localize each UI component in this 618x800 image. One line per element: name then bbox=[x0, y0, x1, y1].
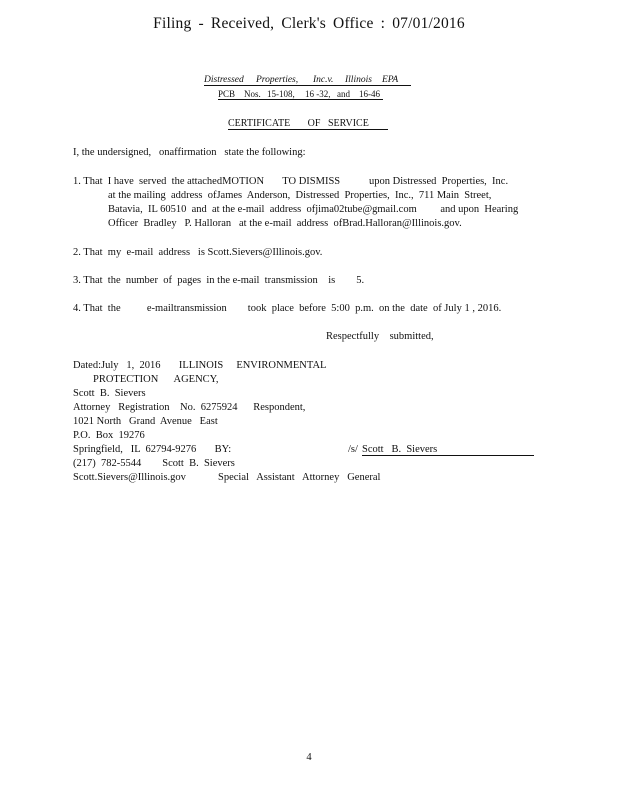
item-2: 2. That my e-mail address is Scott.Sievers@Illinois.gov. bbox=[73, 247, 323, 258]
caption-pcb-6: 16-46 bbox=[359, 89, 380, 99]
caption-pcb-5: and bbox=[337, 89, 350, 99]
role-line: Special Assistant Attorney General bbox=[218, 472, 381, 483]
dated-line: Dated:July 1, 2016 ILLINOIS ENVIRONMENTAL bbox=[73, 360, 327, 371]
caption-pcb-1: PCB bbox=[218, 89, 236, 99]
item-1-line-3: Batavia, IL 60510 and at the e-mail address ofjima02tube@gmail.com and upon Hearing bbox=[108, 204, 519, 215]
phone-line: (217) 782-5544 Scott B. Sievers bbox=[73, 458, 235, 469]
registration-line: Attorney Registration No. 6275924 Respondent, bbox=[73, 402, 306, 413]
caption-party-3: Inc.v. bbox=[313, 75, 334, 85]
page-number: 4 bbox=[306, 752, 312, 763]
case-caption-numbers bbox=[218, 89, 383, 100]
signature-prefix: /s/ bbox=[348, 444, 358, 455]
email-line: Scott.Sievers@Illinois.gov bbox=[73, 472, 186, 483]
item-3: 3. That the number of pages in the e-mail transmission is 5. bbox=[73, 275, 365, 286]
item-1-line-2: at the mailing address ofJames Anderson, Distressed Properties, Inc., 711 Main Street, bbox=[108, 190, 492, 201]
agency-line: PROTECTION AGENCY, bbox=[93, 374, 219, 385]
address-line-2: P.O. Box 19276 bbox=[73, 430, 145, 441]
caption-party-5: EPA bbox=[382, 75, 399, 85]
attorney-name: Scott B. Sievers bbox=[73, 388, 146, 399]
caption-pcb-4: 16 -32, bbox=[305, 89, 331, 99]
signature-name: Scott B. Sievers bbox=[362, 444, 438, 455]
case-caption-parties bbox=[204, 75, 411, 86]
closing-text: Respectfully submitted, bbox=[326, 331, 434, 342]
city-line: Springfield, IL 62794-9276 BY: bbox=[73, 444, 232, 455]
intro-statement: I, the undersigned, onaffirmation state the following: bbox=[73, 147, 306, 158]
certificate-title: CERTIFICATE OF SERVICE bbox=[228, 118, 388, 130]
item-1-line-4: Officer Bradley P. Halloran at the e-mail address ofBrad.Halloran@Illinois.gov. bbox=[108, 218, 462, 229]
caption-party-1: Distressed bbox=[204, 75, 244, 85]
item-1-line-1: 1. That I have served the attachedMOTION TO DISMISS upon Distressed Properties, Inc. bbox=[73, 176, 509, 187]
caption-party-4: Illinois bbox=[345, 75, 372, 85]
item-4: 4. That the e-mailtransmission took place before 5:00 p.m. on the date of July 1 , 2016. bbox=[73, 303, 502, 314]
caption-pcb-3: 15-108, bbox=[267, 89, 295, 99]
filing-header: Filing - Received, Clerk's Office : 07/01/2016 bbox=[153, 15, 465, 32]
caption-pcb-2: Nos. bbox=[244, 89, 261, 99]
address-line-1: 1021 North Grand Avenue East bbox=[73, 416, 218, 427]
caption-party-2: Properties, bbox=[256, 75, 299, 85]
signature-line bbox=[362, 444, 534, 456]
